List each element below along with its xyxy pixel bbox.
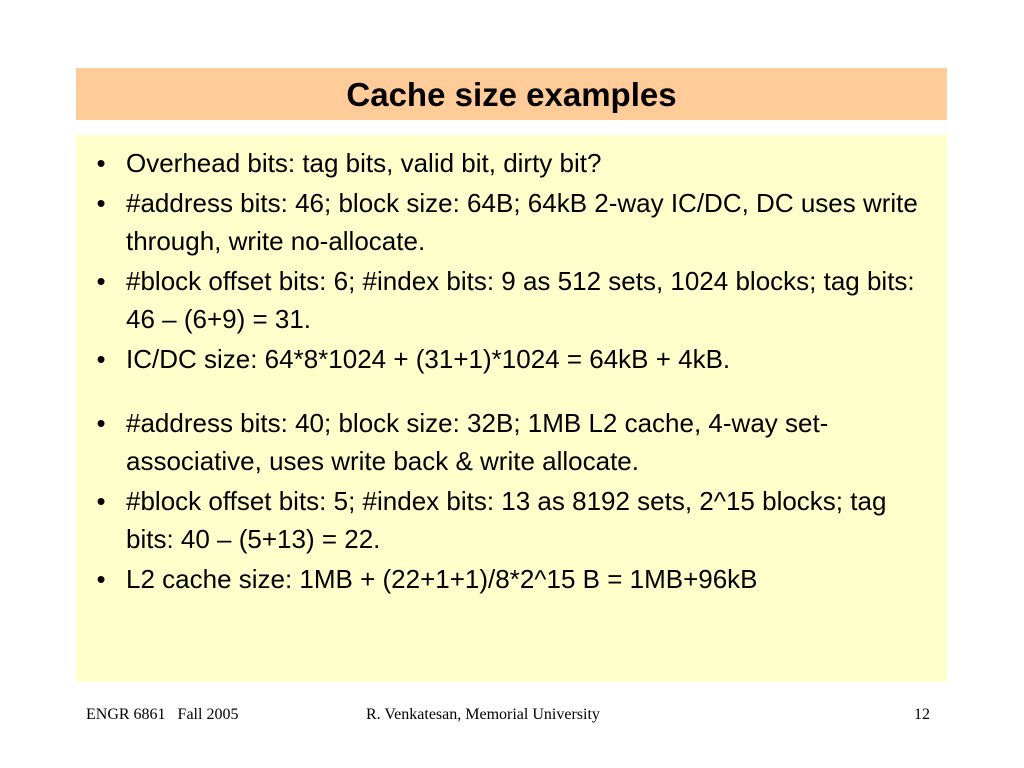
- bullet-text: Overhead bits: tag bits, valid bit, dirty bit?: [126, 148, 602, 178]
- bullet-item: [76, 482, 947, 558]
- bullet-text: #block offset bits: 6; #index bits: 9 as 512 sets, 1024 blocks; tag bits: 46 – (6+9) = 31.: [126, 266, 915, 334]
- bullet-dot: •: [96, 188, 106, 218]
- bullet-text: IC/DC size: 64*8*1024 + (31+1)*1024 = 64kB + 4kB.: [126, 344, 731, 374]
- bullet-text: #block offset bits: 5; #index bits: 13 as 8192 sets, 2^15 blocks; tag bits: 40 – (5+13) = 22.: [126, 486, 887, 554]
- title-bar: [76, 68, 947, 120]
- bullet-text: #address bits: 46; block size: 64B; 64kB 2-way IC/DC, DC uses write through, write no-allocate.: [126, 188, 918, 256]
- bullet-dot: •: [96, 148, 106, 178]
- footer-course: ENGR 6861 Fall 2005: [86, 706, 239, 723]
- content-box: [76, 135, 947, 682]
- bullet-dot: •: [96, 344, 106, 374]
- bullet-text: L2 cache size: 1MB + (22+1+1)/8*2^15 B = 1MB+96kB: [126, 564, 758, 594]
- bullet-item: [76, 144, 947, 182]
- bullet-dot: •: [96, 408, 106, 438]
- bullet-item: [76, 184, 947, 260]
- footer-author: R. Venkatesan, Memorial University: [366, 706, 600, 723]
- bullet-list: [76, 144, 947, 600]
- bullet-item: [76, 404, 947, 480]
- bullet-text: #address bits: 40; block size: 32B; 1MB L2 cache, 4-way set-associative, uses write back & write allocate.: [126, 408, 829, 476]
- bullet-dot: •: [96, 486, 106, 516]
- bullet-item: [76, 340, 947, 378]
- footer-page-number: 12: [914, 706, 930, 723]
- bullet-dot: •: [96, 266, 106, 296]
- bullet-item: [76, 560, 947, 598]
- bullet-dot: •: [96, 564, 106, 594]
- slide-title: Cache size examples: [346, 75, 677, 113]
- bullet-item: [76, 262, 947, 338]
